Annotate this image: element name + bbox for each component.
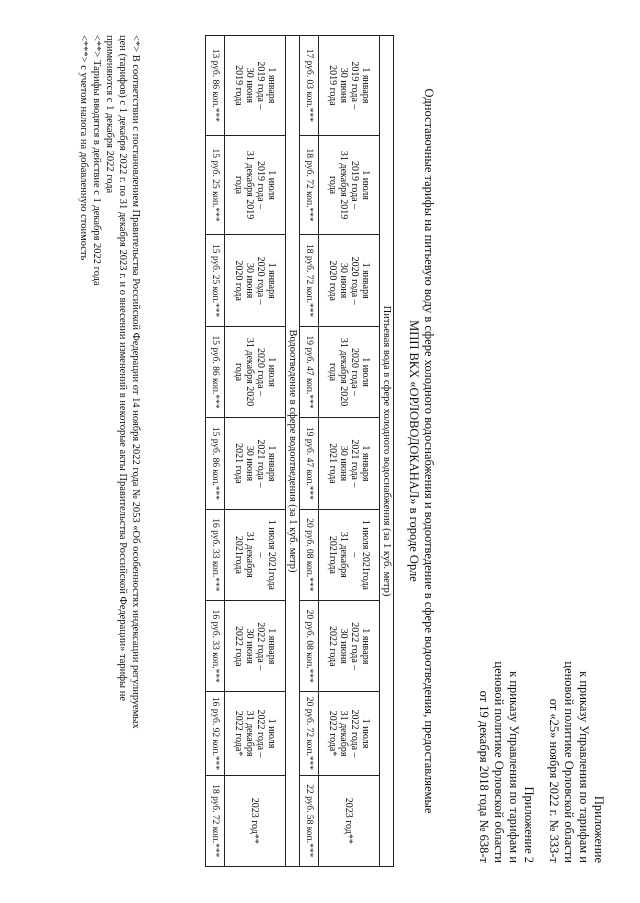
period-line: 2021года: [327, 535, 338, 574]
period-line: года: [327, 363, 338, 382]
period-line: 30 июня: [338, 263, 349, 299]
period-row: [225, 36, 286, 867]
period-line: 1 июля: [360, 170, 371, 200]
period-line: 2019 года: [327, 65, 338, 106]
tariff-value-cell: 17 руб. 03 коп.***: [300, 36, 319, 136]
period-line: 31 декабря 2019: [244, 150, 255, 220]
tariff-value-cell: 15 руб. 86 коп.***: [206, 326, 225, 417]
value-row: [300, 36, 319, 867]
period-line: 1 июля: [360, 357, 371, 387]
period-line: 1 июля 2021года: [266, 519, 277, 590]
appendix-line: ценовой политике Орловской области: [492, 661, 506, 863]
period-line: 2021 года: [233, 443, 244, 484]
period-line: 2022 года –: [349, 622, 360, 671]
year-cell: 2023 год**: [319, 775, 380, 866]
appendix-line: от 19 декабря 2018 года № 638-т: [477, 690, 491, 863]
period-line: года: [327, 176, 338, 195]
period-cell: [225, 36, 286, 136]
period-line: 2019 года –: [349, 61, 360, 110]
period-cell: [319, 135, 380, 235]
period-cell: [225, 326, 286, 417]
footnote-line: <***> с учетом налога на добавленную стоимость: [78, 35, 89, 261]
section-header-row: [380, 36, 394, 867]
period-line: 2020 года: [327, 260, 338, 301]
period-line: 2022 года: [327, 625, 338, 667]
period-line: 1 июля: [360, 718, 371, 749]
period-line: 30 июня: [244, 67, 255, 103]
tariff-value-cell: 13 руб. 86 коп.***: [206, 36, 225, 136]
period-line: 1 января: [266, 262, 277, 299]
period-line: 1 июля: [266, 718, 277, 749]
period-cell: [225, 601, 286, 692]
footnote-line: применяются с 1 декабря 2022 года: [104, 35, 115, 194]
period-line: 31 декабря: [244, 531, 255, 578]
appendix-line: ценовой политике Орловской области: [562, 661, 576, 863]
period-line: –: [349, 552, 360, 558]
period-line: 2022 года –: [349, 709, 360, 758]
period-line: 1 января: [266, 628, 277, 665]
period-cell: [319, 509, 380, 600]
period-cell: [225, 135, 286, 235]
period-line: 2019 года –: [349, 161, 360, 210]
tariff-value-cell: 15 руб. 86 коп.***: [206, 418, 225, 509]
period-line: 1 июля: [266, 170, 277, 200]
section-header: Питьевая вода в сфере холодного водоснабжения (за 1 куб. метр): [380, 36, 394, 867]
appendix-line: от «25» ноября 2022 г. № 3ЗЗ-т: [547, 698, 561, 863]
value-row: [206, 36, 225, 867]
period-cell: [319, 692, 380, 775]
appendix-header-1: [546, 661, 606, 863]
footnote-line: цен (тарифов) с 1 декабря 2022 г. по 31 декабря 2023 г. и о внесении изменений в некоторые акты Правительства Российской Федерации» тарифы не: [117, 35, 128, 701]
tariff-value-cell: 18 руб. 72 коп.***: [300, 235, 319, 326]
period-line: 1 января: [360, 67, 371, 104]
period-line: года: [233, 176, 244, 195]
tariff-value-cell: 15 руб. 25 коп.***: [206, 235, 225, 326]
tariff-value-cell: 20 руб. 08 коп.***: [300, 601, 319, 692]
appendix-header-2: [476, 661, 536, 863]
tariff-table-body: [206, 36, 394, 867]
tariff-table: [205, 35, 394, 867]
appendix-title: Приложение: [592, 795, 606, 863]
period-cell: [319, 601, 380, 692]
period-line: 1 января: [266, 445, 277, 482]
period-line: 2020 года –: [255, 348, 266, 397]
footnotes: [77, 35, 142, 867]
period-line: 2020 года –: [255, 256, 266, 305]
tariff-value-cell: 18 руб. 72 коп.***: [206, 775, 225, 866]
tariff-value-cell: 19 руб. 47 коп.***: [300, 418, 319, 509]
period-line: 2021 года –: [255, 439, 266, 488]
period-cell: [319, 326, 380, 417]
footnote-line: <**> Тарифы вводятся в действие с 1 декабря 2022 года: [91, 35, 102, 286]
period-cell: [225, 692, 286, 775]
period-line: 31 декабря 2019: [338, 150, 349, 220]
period-line: 2020 года –: [349, 256, 360, 305]
tariff-value-cell: 22 руб. 58 коп.***: [300, 775, 319, 866]
period-line: 1 июля: [266, 357, 277, 387]
period-line: 30 июня: [244, 628, 255, 664]
period-line: года: [233, 363, 244, 382]
section-header-row: [286, 36, 300, 867]
period-cell: [225, 418, 286, 509]
period-cell: [319, 36, 380, 136]
period-line: 31 декабря: [244, 710, 255, 757]
title-line: МПП ВКХ «ОРЛОВОДОКАНАЛ» в городе Орле: [407, 320, 421, 582]
period-line: 2021года: [233, 535, 244, 574]
period-line: 2021 года: [327, 443, 338, 484]
period-cell: [319, 235, 380, 326]
period-line: –: [255, 552, 266, 558]
period-line: 31 декабря: [338, 710, 349, 757]
period-line: 30 июня: [244, 445, 255, 482]
period-line: 2020 года: [233, 260, 244, 301]
period-line: 30 июня: [338, 67, 349, 103]
period-line: 31 декабря 2020: [338, 337, 349, 407]
tariff-value-cell: 19 руб. 47 коп.***: [300, 326, 319, 417]
period-line: 2020 года –: [349, 348, 360, 397]
period-line: 2019 года: [233, 65, 244, 106]
period-line: 2022 года*: [233, 710, 244, 757]
period-line: 31 декабря: [338, 531, 349, 578]
period-line: 2022 года –: [255, 622, 266, 671]
tariff-value-cell: 16 руб. 33 коп.***: [206, 509, 225, 600]
period-line: 1 января: [266, 67, 277, 104]
tariff-value-cell: 15 руб. 25 коп.***: [206, 135, 225, 235]
period-line: 2022 года: [233, 625, 244, 667]
tariff-value-cell: 16 руб. 33 коп.***: [206, 601, 225, 692]
period-cell: [319, 418, 380, 509]
period-cell: [225, 235, 286, 326]
tariff-value-cell: 18 руб. 72 коп.***: [300, 135, 319, 235]
period-line: 1 января: [360, 445, 371, 482]
period-line: 2019 года –: [255, 161, 266, 210]
period-line: 30 июня: [244, 263, 255, 299]
appendix-line: к приказу Управления по тарифам и: [507, 671, 521, 863]
scanned-document-page: [20, 21, 620, 881]
appendix-title: Приложение 2: [522, 786, 536, 863]
period-line: 1 января: [360, 628, 371, 665]
document-title: [406, 61, 436, 841]
period-line: 2022 года*: [327, 710, 338, 757]
section-header: Водоотведение в сфере водоотведения (за 1 куб. метр): [286, 36, 300, 867]
period-row: [319, 36, 380, 867]
period-line: 2022 года –: [255, 709, 266, 758]
year-cell: 2023 год**: [225, 775, 286, 866]
period-line: 30 июня: [338, 628, 349, 664]
period-line: 31 декабря 2020: [244, 337, 255, 407]
tariff-value-cell: 16 руб. 92 коп.***: [206, 692, 225, 775]
period-line: 2021 года –: [349, 439, 360, 488]
tariff-value-cell: 20 руб. 72 коп.***: [300, 692, 319, 775]
period-line: 1 июля 2021года: [360, 519, 371, 590]
tariff-value-cell: 20 руб. 08 коп.***: [300, 509, 319, 600]
appendix-line: к приказу Управления по тарифам и: [577, 671, 591, 863]
period-line: 2019 года –: [255, 61, 266, 110]
period-line: 1 января: [360, 262, 371, 299]
title-line: Одноставочные тарифы на питьевую воду в сфере холодного водоснабжения и водоотведение в сфере водоотведения, предоставляемые: [422, 88, 436, 814]
period-line: 30 июня: [338, 445, 349, 482]
footnote-line: <*> В соответствии с постановлением Правительства Российской Федерации от 14 ноября 2022 года № 2053 «Об особенностях индексации регулируемых: [130, 35, 141, 729]
period-cell: [225, 509, 286, 600]
